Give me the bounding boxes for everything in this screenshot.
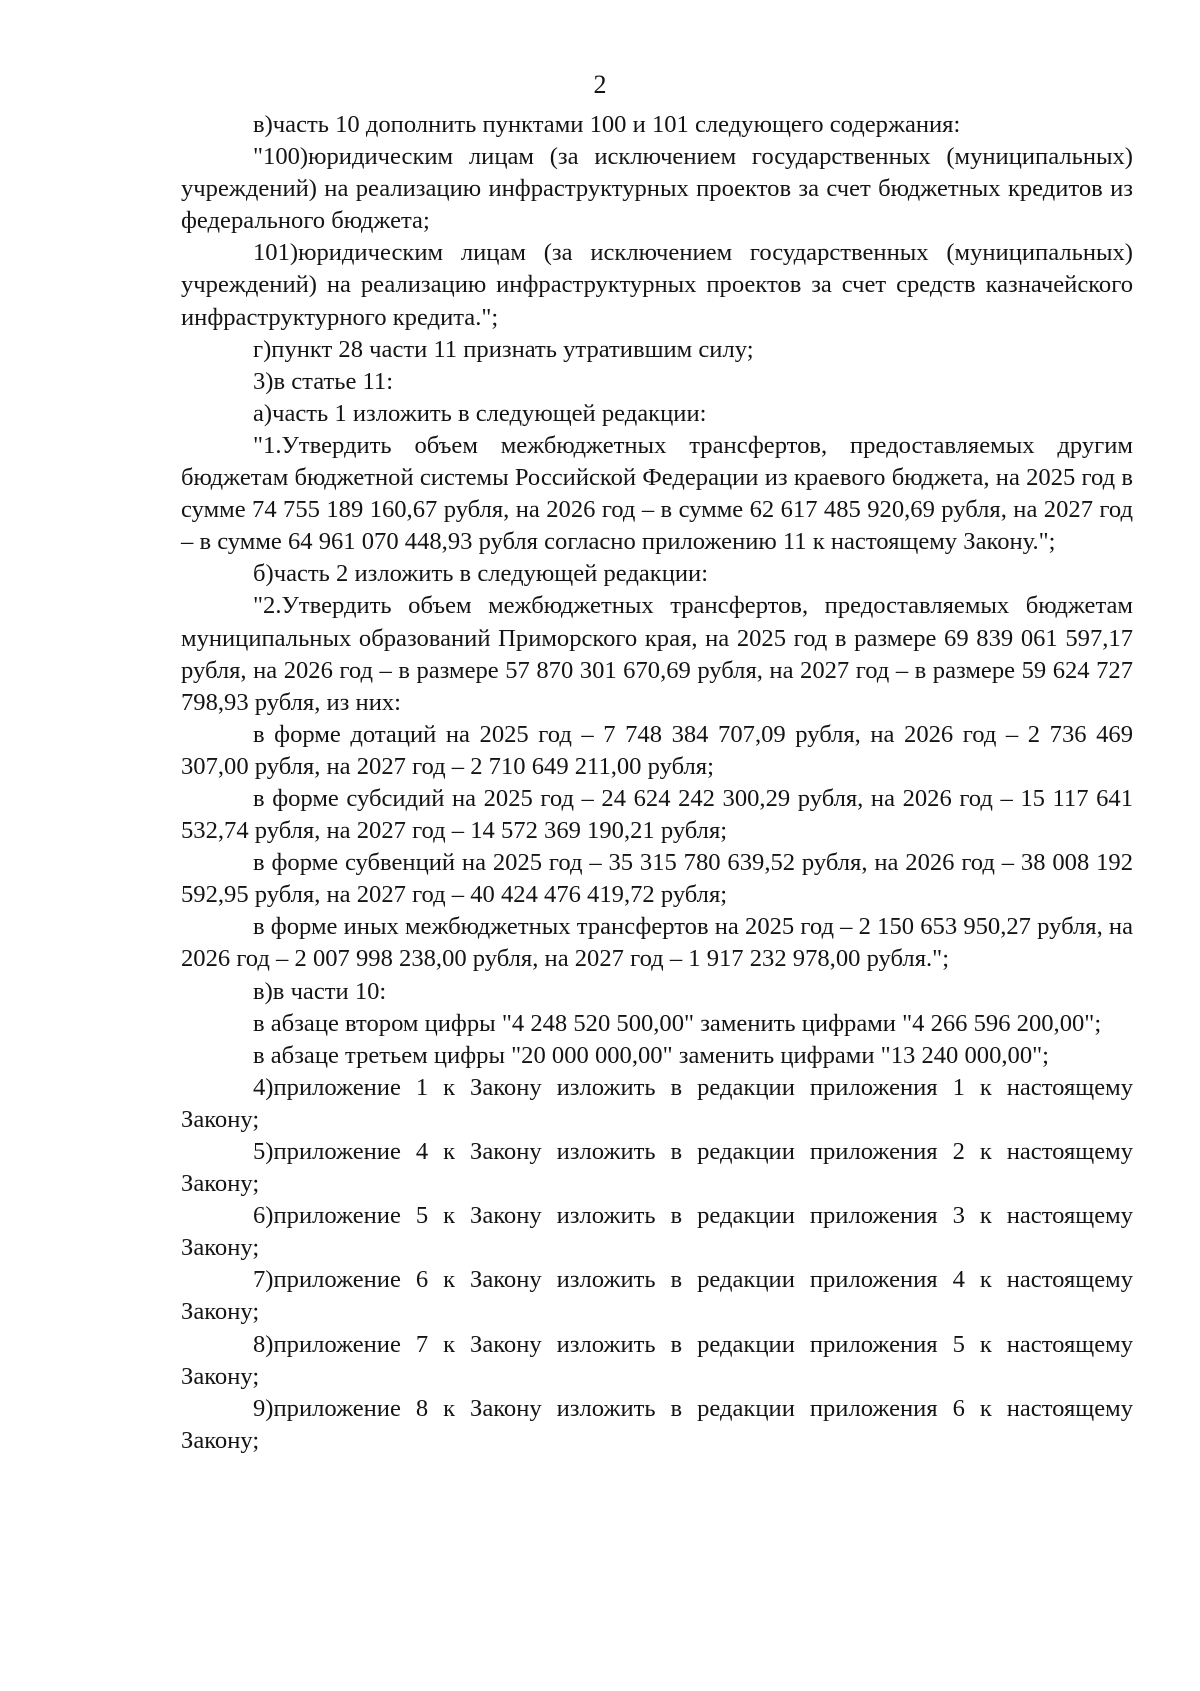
paragraph-article-11: 3)в статье 11: (253, 367, 394, 395)
document-body (181, 109, 1133, 1457)
paragraph-subventions: в форме субвенций на 2025 год – 35 315 780 639,52 рубля, на 2026 год – 38 008 192 592,95 рубля, на 2027 год – 40 424 476 419,72 рубля; (181, 849, 1133, 909)
paragraph-amend-part-10: в)часть 10 дополнить пунктами 100 и 101 следующего содержания: (253, 111, 961, 138)
paragraph-part-2-text: "2.Утвердить объем межбюджетных трансфертов, предоставляемых бюджетам муниципальных образований Приморского края, на 2025 год в размере 69 839 061 597,17 рубля, на 2026 год – в размере 57 870 301 670,69 рубля, на 2027 год – в размере 59 624 727 798,93 рубля, из них: (181, 592, 1133, 716)
paragraph-part-10: в)в части 10: (253, 977, 387, 1005)
paragraph-appendix-5: 6)приложение 5 к Закону изложить в редакции приложения 3 к настоящему Закону; (181, 1202, 1133, 1262)
paragraph-item-101: 101)юридическим лицам (за исключением государственных (муниципальных) учреждений) на реализацию инфраструктурных проектов за счет средств казначейского инфраструктурного кредита."; (181, 239, 1133, 331)
paragraph-appendix-4: 5)приложение 4 к Закону изложить в редакции приложения 2 к настоящему Закону; (181, 1138, 1133, 1198)
paragraph-part-1-text: "1.Утвердить объем межбюджетных трансфертов, предоставляемых другим бюджетам бюджетной системы Российской Федерации из краевого бюджета, на 2025 год в сумме 74 755 189 160,67 рубля, на 2026 год – в сумме 62 617 485 920,69 рубля, на 2027 год – в сумме 64 961 070 448,93 рубля согласно приложению 11 к настоящему Закону."; (181, 431, 1133, 556)
paragraph-appendix-6: 7)приложение 6 к Закону изложить в редакции приложения 4 к настоящему Закону; (181, 1266, 1133, 1326)
paragraph-item-100: "100)юридическим лицам (за исключением государственных (муниципальных) учреждений) на реализацию инфраструктурных проектов за счет бюджетных кредитов из федерального бюджета; (181, 143, 1133, 235)
paragraph-part-2-heading: б)часть 2 изложить в следующей редакции: (253, 560, 709, 588)
paragraph-subsidies: в форме субсидий на 2025 год – 24 624 242 300,29 рубля, на 2026 год – 15 117 641 532,74 рубля, на 2027 год – 14 572 369 190,21 рубля; (181, 784, 1133, 845)
paragraph-second-paragraph-figures: в абзаце втором цифры "4 248 520 500,00" заменить цифрами "4 266 596 200,00"; (253, 1009, 1102, 1037)
paragraph-third-paragraph-figures: в абзаце третьем цифры "20 000 000,00" заменить цифрами "13 240 000,00"; (253, 1041, 1049, 1069)
paragraph-part-1-heading: а)часть 1 изложить в следующей редакции: (253, 399, 707, 427)
paragraph-appendix-7: 8)приложение 7 к Закону изложить в редакции приложения 5 к настоящему Закону; (181, 1330, 1133, 1390)
paragraph-appendix-1: 4)приложение 1 к Закону изложить в редакции приложения 1 к настоящему Закону; (181, 1073, 1133, 1133)
paragraph-appendix-8: 9)приложение 8 к Закону изложить в редакции приложения 6 к настоящему Закону; (181, 1394, 1133, 1454)
paragraph-item-28-repeal: г)пункт 28 части 11 признать утратившим силу; (253, 335, 754, 363)
paragraph-other-transfers: в форме иных межбюджетных трансфертов на 2025 год – 2 150 653 950,27 рубля, на 2026 год – 2 007 998 238,00 рубля, на 2027 год – 1 917 232 978,00 рубля."; (181, 913, 1133, 973)
paragraph-dotations: в форме дотаций на 2025 год – 7 748 384 707,09 рубля, на 2026 год – 2 736 469 307,00 рубля, на 2027 год – 2 710 649 211,00 рубля; (181, 720, 1133, 780)
page-number: 2 (593, 70, 607, 99)
